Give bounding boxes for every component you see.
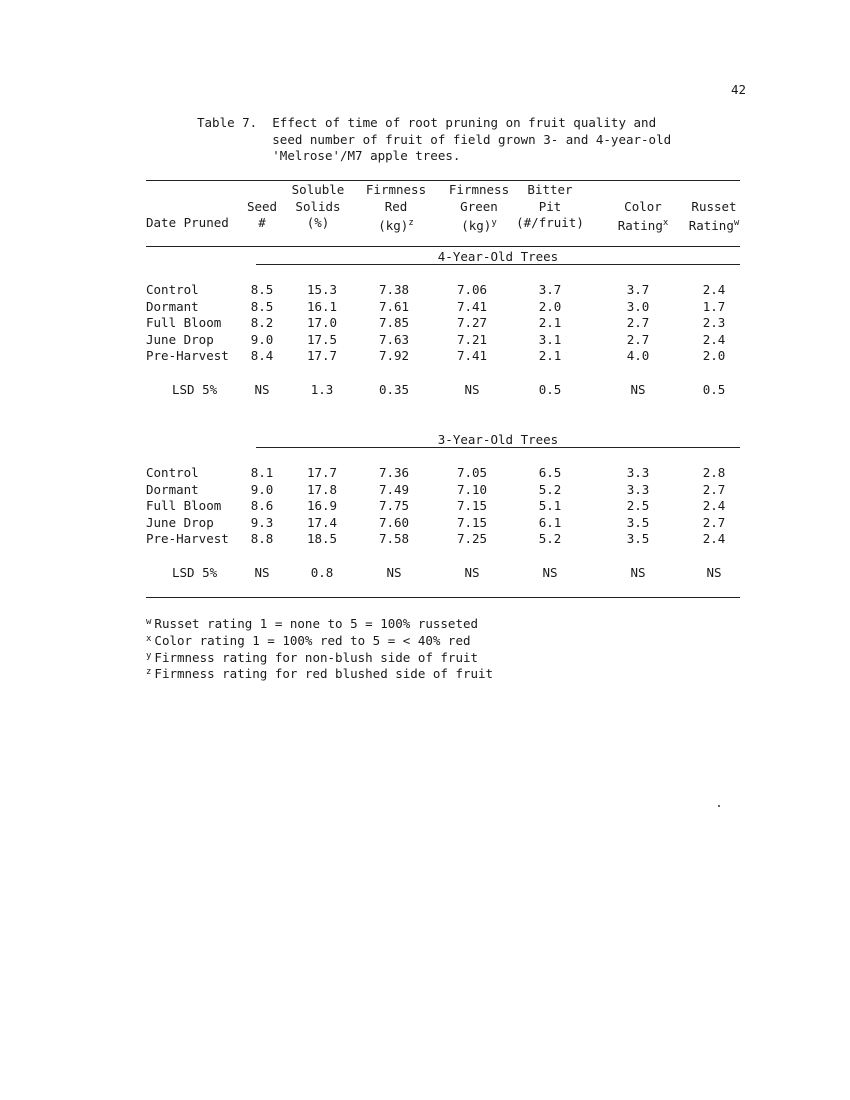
table-cell: 2.7 [626, 331, 650, 347]
table-cell: 18.5 [306, 531, 338, 547]
column-header-line: Color [624, 198, 662, 214]
table-cell: 2.5 [626, 498, 650, 514]
row-label: Pre-Harvest [146, 348, 229, 364]
column-header [664, 182, 764, 235]
table-cell: 7.41 [456, 298, 488, 314]
table-cell: 2.3 [702, 315, 726, 331]
table-cell: 17.8 [306, 481, 338, 497]
lsd-cell: 1.3 [310, 382, 334, 397]
footnote [146, 650, 478, 665]
column-header-line: (kg)$^z$ [378, 218, 414, 233]
column-header-line: Green [460, 198, 498, 214]
table-cell: 1.7 [702, 298, 726, 314]
column-header-line: Red [384, 198, 408, 214]
table-cell: 3.3 [626, 465, 650, 480]
row-label: Control [146, 282, 199, 297]
table-cell: 3.1 [538, 331, 562, 347]
row-label: Full Bloom [146, 498, 222, 514]
table-cell: 15.3 [306, 282, 338, 297]
table-cell: 7.21 [456, 331, 488, 347]
table-cell: 7.41 [456, 348, 488, 364]
column-header-line: Date Pruned [146, 215, 229, 230]
table-cell: 3.5 [626, 531, 650, 547]
table-cell: 3.7 [626, 282, 650, 297]
table-cell: 7.61 [378, 298, 410, 314]
section-rule [256, 264, 740, 265]
table-cell: 16.1 [306, 298, 338, 314]
table-cell: 7.27 [456, 315, 488, 331]
table-cell: 7.15 [456, 514, 488, 530]
lsd-cell: NS [254, 565, 270, 580]
table-cell: 2.7 [626, 315, 650, 331]
table-caption [197, 115, 671, 165]
footnote-mark: z [146, 667, 152, 678]
table-cell: 2.8 [702, 465, 726, 480]
header-footnote-mark: w [733, 218, 740, 228]
table-cell: 5.2 [538, 531, 562, 547]
header-bottom-rule [146, 246, 740, 247]
column-header-line: Rating$^w$ [688, 218, 740, 233]
table-cell: 7.38 [378, 282, 410, 297]
column-header-line: (#/fruit) [516, 215, 584, 230]
caption-text: Effect of time of root pruning on fruit quality and [272, 115, 657, 130]
table-cell: 2.0 [538, 298, 562, 314]
table-cell: 2.4 [702, 498, 726, 514]
page-number: 42 [731, 82, 747, 97]
footnote [146, 616, 478, 631]
table-cell: 7.05 [456, 465, 488, 480]
table-cell: 2.0 [702, 348, 726, 364]
column-header-line: Rating$^x$ [617, 218, 669, 233]
lsd-cell: 0.35 [378, 382, 410, 397]
table-cell: 2.1 [538, 315, 562, 331]
table-cell: 7.92 [378, 348, 410, 364]
lsd-label: LSD 5% [172, 382, 218, 397]
table-cell: 3.0 [626, 298, 650, 314]
column-header-line: (%) [306, 215, 330, 230]
footnote [146, 633, 471, 648]
section-title: 3-Year-Old Trees [437, 432, 559, 447]
column-header-line: Pit [538, 198, 562, 214]
caption-line-2 [197, 132, 671, 149]
table-cell: 9.0 [250, 481, 274, 497]
table-cell: 2.4 [702, 331, 726, 347]
table-cell: 3.3 [626, 481, 650, 497]
lsd-cell: NS [464, 565, 480, 580]
table-cell: 6.5 [538, 465, 562, 480]
table-cell: 17.4 [306, 514, 338, 530]
footnote-mark: y [146, 650, 152, 661]
footnote-text: Color rating 1 = 100% red to 5 = < 40% red [154, 632, 471, 648]
row-label: Dormant [146, 481, 199, 497]
table-cell: 17.5 [306, 331, 338, 347]
table-top-rule [146, 180, 740, 181]
table-cell: 2.4 [702, 282, 726, 297]
lsd-cell: NS [630, 565, 646, 580]
scan-speck [718, 805, 720, 807]
table-cell: 6.1 [538, 514, 562, 530]
table-cell: 2.7 [702, 514, 726, 530]
footnote-text: Firmness rating for non-blush side of fruit [154, 649, 479, 665]
row-label: Pre-Harvest [146, 531, 229, 547]
lsd-cell: 0.5 [702, 382, 726, 397]
column-header-line: Firmness [448, 182, 510, 197]
lsd-cell: NS [706, 565, 722, 580]
table-cell: 2.1 [538, 348, 562, 364]
header-footnote-mark: y [491, 218, 497, 228]
table-cell: 3.7 [538, 282, 562, 297]
table-cell: 7.75 [378, 498, 410, 514]
caption-text: 'Melrose'/M7 apple trees. [272, 148, 461, 163]
table-cell: 8.8 [250, 531, 274, 547]
table-cell: 7.63 [378, 331, 410, 347]
table-cell: 7.36 [378, 465, 410, 480]
table-cell: 8.4 [250, 348, 274, 364]
table-cell: 7.10 [456, 481, 488, 497]
table-cell: 3.5 [626, 514, 650, 530]
lsd-cell: NS [386, 565, 402, 580]
column-header-line: Russet [691, 198, 737, 214]
lsd-cell: 0.5 [538, 382, 562, 397]
column-header-line: Seed [246, 198, 278, 214]
table-cell: 8.6 [250, 498, 274, 514]
caption-label: Table 7. [197, 115, 258, 130]
header-footnote-mark: z [408, 218, 414, 228]
footnote-text: Firmness rating for red blushed side of fruit [154, 666, 494, 682]
table-cell: 7.15 [456, 498, 488, 514]
caption-line-3 [197, 148, 671, 165]
row-label: Dormant [146, 298, 199, 314]
table-cell: 5.2 [538, 481, 562, 497]
table-cell: 2.4 [702, 531, 726, 547]
column-header-line: Firmness [365, 182, 427, 197]
table-cell: 8.1 [250, 465, 274, 480]
table-cell: 17.7 [306, 348, 338, 364]
table-cell: 7.06 [456, 282, 488, 297]
table-cell: 5.1 [538, 498, 562, 514]
table-cell: 17.0 [306, 315, 338, 331]
row-label: Full Bloom [146, 315, 222, 331]
section-rule [256, 447, 740, 448]
lsd-label: LSD 5% [172, 565, 218, 580]
table-cell: 9.3 [250, 514, 274, 530]
table-cell: 9.0 [250, 331, 274, 347]
table-cell: 2.7 [702, 481, 726, 497]
column-header-line: (kg)$^y$ [461, 218, 497, 233]
table-cell: 7.60 [378, 514, 410, 530]
footnote-text: Russet rating 1 = none to 5 = 100% russeted [154, 616, 479, 631]
table-cell: 7.25 [456, 531, 488, 547]
table-cell: 7.58 [378, 531, 410, 547]
table-cell: 7.49 [378, 481, 410, 497]
lsd-cell: NS [464, 382, 480, 397]
table-cell: 17.7 [306, 465, 338, 480]
column-header-line [664, 182, 764, 199]
row-label: June Drop [146, 331, 214, 347]
table-cell: 8.2 [250, 315, 274, 331]
lsd-cell: NS [542, 565, 558, 580]
footnote [146, 666, 493, 681]
lsd-cell: 0.8 [310, 565, 334, 580]
column-header-line: Solids [295, 198, 341, 214]
footnote-mark: x [146, 633, 152, 644]
row-label: Control [146, 465, 199, 480]
table-cell: 16.9 [306, 498, 338, 514]
table-cell: 4.0 [626, 348, 650, 364]
table-cell: 8.5 [250, 282, 274, 297]
column-header [500, 182, 600, 232]
caption-text: seed number of fruit of field grown 3- and 4-year-old [272, 131, 672, 147]
lsd-cell: NS [254, 382, 270, 397]
lsd-cell: NS [630, 382, 646, 397]
footnote-mark: w [146, 617, 152, 627]
column-header-line: # [258, 215, 266, 230]
table-cell: 7.85 [378, 315, 410, 331]
header-footnote-mark: x [662, 218, 669, 228]
section-title: 4-Year-Old Trees [437, 249, 559, 264]
caption-line-1 [197, 115, 671, 132]
table-bottom-rule [146, 597, 740, 598]
table-cell: 8.5 [250, 298, 274, 314]
column-header-line: Soluble [291, 182, 345, 197]
row-label: June Drop [146, 514, 214, 530]
column-header-line: Bitter [527, 182, 573, 197]
